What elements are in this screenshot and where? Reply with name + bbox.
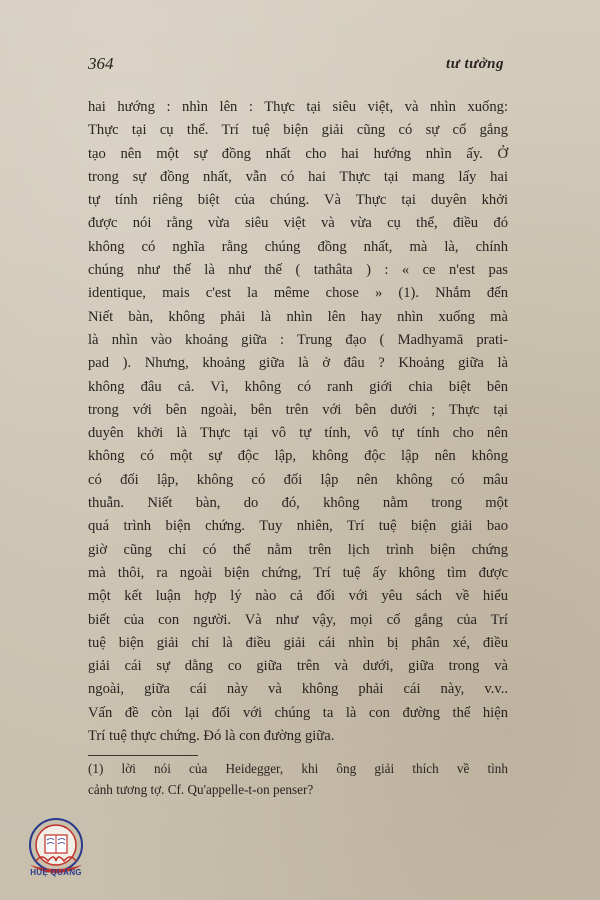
body-line: thuẫn. Niết bàn, do đó, không nằm trong một <box>88 495 508 512</box>
body-line: tuệ biện giải chỉ là điều giải cái nhìn bị phân xé, điều <box>88 634 508 651</box>
body-line: hai hướng : nhìn lên : Thực tại siêu việt, và nhìn xuống: <box>88 99 508 115</box>
body-line: có đối lập, không có đối lập nên không có mâu <box>88 471 508 488</box>
logo-caption: HUỆ QUANG <box>30 868 82 877</box>
body-text <box>88 96 508 748</box>
page-header <box>88 54 504 76</box>
body-line: duyên khởi là Thực tại vô tự tính, vô tự tính cho nên <box>88 425 508 442</box>
footnote-line: cảnh tương tợ. Cf. Qu'appelle-t-on penser? <box>88 782 314 797</box>
body-line: giờ cũng chỉ có thể nằm trên lịch trình biện chứng <box>88 541 508 558</box>
body-line: chúng như thế là như thế ( tathâta ) : « ce n'est pas <box>88 262 508 279</box>
body-line: tự tính riêng biệt của chúng. Và Thực tại duyên khởi <box>88 192 508 209</box>
body-line: không có một sự độc lập, không độc lập nên không <box>88 448 508 465</box>
body-line: ngoài, giữa cái này và không phải cái này, v.v.. <box>88 681 508 698</box>
body-line: trong với bên ngoài, bên trên với bên dưới ; Thực tại <box>88 401 508 418</box>
body-line: được nói rằng vừa siêu việt và vừa cụ thể, điều đó <box>88 215 508 232</box>
body-line: quá trình biện chứng. Tuy nhiên, Trí tuệ biện giải bao <box>88 518 508 535</box>
body-line: một kết luận hợp lý nào cả đối với yêu sách về hiểu <box>88 588 508 605</box>
footnote <box>88 758 508 800</box>
running-head: tư tưởng <box>446 56 504 72</box>
page-number: 364 <box>88 54 114 73</box>
body-line: biết của con người. Và như vậy, mọi cố gắng của Trí <box>88 611 508 628</box>
body-line: tạo nên một sự đồng nhất cho hai hướng nhìn ấy. Ở <box>88 145 508 162</box>
body-line: pad ). Nhưng, khoảng giữa là ở đâu ? Khoảng giữa là <box>88 355 508 372</box>
body-line: giải cái sự dằng co giữa trên và dưới, giữa trong và <box>88 658 508 675</box>
body-line: mà thôi, ra ngoài biện chứng, Trí tuệ ấy không tìm được <box>88 564 508 581</box>
footnote-line: (1) lời nói của Heidegger, khi ông giải thích về tình <box>88 761 508 776</box>
body-line: Thực tại cụ thể. Trí tuệ biện giải cũng có sự cố gắng <box>88 122 508 139</box>
body-line: identique, mais c'est la même chose » (1). Nhắm đến <box>88 285 508 302</box>
body-line: Trí tuệ thực chứng. Đó là con đường giữa. <box>88 728 335 745</box>
body-line: không đâu cả. Vì, không có ranh giới chia biệt bên <box>88 378 508 395</box>
body-line: trong sự đồng nhất, vẫn có hai Thực tại mang lấy hai <box>88 168 508 185</box>
body-line: Vấn đề còn lại đối với chúng ta là con đường thể hiện <box>88 704 508 721</box>
body-line: Niết bàn, không phải là nhìn lên hay nhìn xuống mà <box>88 308 508 325</box>
footnote-rule <box>88 755 198 756</box>
body-line: là nhìn vào khoảng giữa : Trung đạo ( Madhyamā prati- <box>88 331 508 348</box>
body-line: không có nghĩa rằng chúng đồng nhất, mà là, chính <box>88 238 508 255</box>
